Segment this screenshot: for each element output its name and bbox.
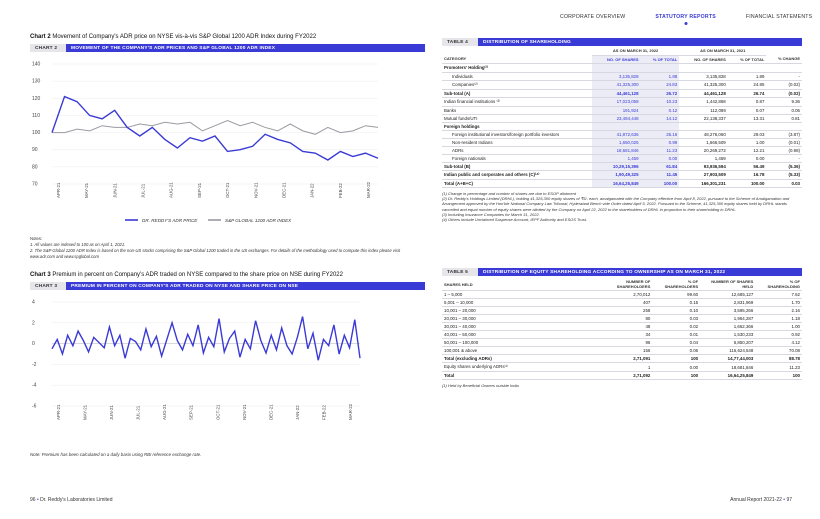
x-tick-label: JUL-21 <box>140 183 146 198</box>
table-cell: Sub-total (A) <box>442 89 592 97</box>
table-cell: 166,301,231 <box>679 179 728 187</box>
table-row <box>442 130 802 138</box>
y-tick-label: 90 <box>32 147 38 154</box>
table-cell: 24.85 <box>728 80 767 89</box>
table-cell: 11.45 <box>641 170 680 179</box>
table-cell: 1,442,868 <box>679 97 728 106</box>
y-tick-label: 0 <box>32 341 35 348</box>
table-cell: 0.00 <box>728 154 767 162</box>
y-tick-label: 100 <box>32 130 41 137</box>
table-cell: 0.06 <box>652 347 700 355</box>
table-row <box>442 299 802 307</box>
table-cell: 0.00 <box>652 363 700 372</box>
table-cell: 116,624,548 <box>700 347 755 355</box>
table-row <box>442 138 802 146</box>
table-cell: 40,001 – 50,000 <box>442 331 592 339</box>
table-cell <box>679 63 728 72</box>
table5 <box>442 278 802 388</box>
x-tick-label: JUN-21 <box>112 183 118 198</box>
t5-h-num-shareholders: NUMBER OF SHAREHOLDERS <box>592 278 652 291</box>
table-cell: (0.01) <box>766 138 802 146</box>
table-cell <box>679 122 728 130</box>
table-cell <box>641 63 680 72</box>
x-tick-label: APR-21 <box>56 404 61 420</box>
chart2-band <box>30 44 425 52</box>
chart3-title-text: Premium in percent on Company's ADR traded on NYSE compared to the share price on NSE during FY2022 <box>52 272 343 278</box>
table-cell: 61.84 <box>641 162 680 170</box>
t4-group2: AS ON MARCH 31, 2021 <box>679 47 766 55</box>
table5-label: TABLE 5 <box>442 268 478 276</box>
y-tick-label: 130 <box>32 78 41 85</box>
y-tick-label: 120 <box>32 95 41 102</box>
table-cell: 3,135,828 <box>679 72 728 80</box>
table-cell: - <box>766 72 802 80</box>
t5-h-num-shares: NUMBER OF SHARES HELD <box>700 278 755 291</box>
table-cell: 1 <box>592 363 652 372</box>
table-cell: 3,135,828 <box>592 72 641 80</box>
table-cell: 10,29,15,396 <box>592 162 641 170</box>
note-1: 1. All values are indexed to 100 as on April 1, 2021. <box>30 241 126 247</box>
x-tick-label: FEB-22 <box>321 405 327 420</box>
table-cell: 3,595,266 <box>700 307 755 315</box>
note-2: 2. The S&P Global 1200 ADR Index is based on the non-US stocks comprising the S&P Global 1200 traded in the US exchanges. For details of the methodology used to compute this index please visit www.adr.com and www.spglobal.com <box>30 247 401 259</box>
table-cell: 26.74 <box>728 89 767 97</box>
table-cell: Total <box>442 372 592 380</box>
y-tick-label: 110 <box>32 112 40 119</box>
x-tick-label: APR-21 <box>56 182 61 198</box>
table-row <box>442 170 802 179</box>
table-cell: 100 <box>652 355 700 363</box>
t4-h-category: CATEGORY <box>442 55 592 63</box>
table-cell: - <box>766 154 802 162</box>
table-cell <box>766 63 802 72</box>
table-cell: 13.31 <box>728 114 767 122</box>
table-cell: 5,001 – 10,000 <box>442 299 592 307</box>
table-cell: Indian financial institutions ⁽³⁾ <box>442 97 592 106</box>
table-row <box>442 363 802 372</box>
chart2-label: CHART 2 <box>30 44 66 52</box>
table-cell: 0.81 <box>766 114 802 122</box>
table4 <box>442 47 802 223</box>
table-cell: 258 <box>592 307 652 315</box>
table5-band <box>442 268 802 276</box>
table-cell: 20,269,272 <box>679 146 728 154</box>
table-cell: 11.23 <box>755 363 802 372</box>
chart3-band <box>30 282 425 290</box>
table-cell: 12,685,127 <box>700 291 755 299</box>
top-nav <box>560 14 812 20</box>
table-cell: Foreign holdings <box>442 122 592 130</box>
chart2-title <box>30 34 316 40</box>
table-cell: 12.21 <box>728 146 767 154</box>
table-cell: 0.05 <box>766 106 802 114</box>
table-cell: 100.00 <box>728 179 767 187</box>
x-tick-label: AUG-21 <box>162 404 168 420</box>
table4-note: (1) Change in percentage and number of shares are due to ESOP allotment <box>442 190 576 196</box>
y-tick-label: -6 <box>32 403 37 410</box>
t4-h-no-shares-2021: NO. OF SHARES <box>679 55 728 63</box>
chart2-svg <box>30 56 425 228</box>
x-tick-label: JUN-21 <box>109 405 115 420</box>
table-cell: 0.07 <box>728 106 767 114</box>
table-cell: (3.87) <box>766 130 802 138</box>
table-cell: Foreign institutional investors/foreign portfolio investors <box>442 130 592 138</box>
table-cell: 1 – 5,000 <box>442 291 592 299</box>
table-cell: 50,001 – 100,000 <box>442 339 592 347</box>
table-cell: 70.08 <box>755 347 802 355</box>
table-cell: 0.01 <box>652 331 700 339</box>
table-cell: 156 <box>592 347 652 355</box>
x-tick-label: SEP-21 <box>188 404 194 420</box>
table-cell: 20,001 – 30,000 <box>442 315 592 323</box>
y-tick-label: 4 <box>32 299 35 306</box>
table-row <box>442 154 802 162</box>
table4-note: (3) Including Insurance Companies for March 31, 2022. <box>442 212 540 218</box>
table-cell <box>592 63 641 72</box>
table-cell: (0.02) <box>766 89 802 97</box>
table-row <box>442 347 802 355</box>
x-tick-label: JUL-21 <box>135 405 141 420</box>
t5-h-pct-shareholders: % OF SHAREHOLDERS <box>652 278 700 291</box>
table-row <box>442 339 802 347</box>
notes-title: Notes: <box>30 236 43 241</box>
chart3-label: CHART 3 <box>30 282 66 290</box>
table-cell: Equity shares underlying ADRs⁽¹⁾ <box>442 363 592 372</box>
table-cell: 1.88 <box>641 72 680 80</box>
table-cell: 1,964,287 <box>700 315 755 323</box>
footer-right-page: 97 <box>786 497 792 503</box>
x-tick-label: NOV-21 <box>241 404 247 420</box>
table-cell: 100,001 & above <box>442 347 592 355</box>
table-cell: 10.23 <box>641 97 680 106</box>
table-cell: 44,461,128 <box>679 89 728 97</box>
series-line <box>52 121 378 135</box>
table-row <box>442 372 802 380</box>
table-row <box>442 315 802 323</box>
table5-band-text: DISTRIBUTION OF EQUITY SHAREHOLDING ACCORDING TO OWNERSHIP AS ON MARCH 31, 2022 <box>478 268 802 276</box>
t4-h-pct: % OF TOTAL <box>641 55 680 63</box>
table-row <box>442 122 802 130</box>
table-cell: Total (A+B+C) <box>442 179 592 187</box>
table-row <box>442 307 802 315</box>
table-cell <box>728 122 767 130</box>
table4-band-text: DISTRIBUTION OF SHAREHOLDING <box>478 38 802 46</box>
footer-right-text: Annual Report 2021-22 <box>730 497 782 503</box>
x-tick-label: MAR-22 <box>366 181 371 198</box>
table-row <box>442 106 802 114</box>
table-cell: Indian public and corporates and others (C)⁽⁴⁾ <box>442 170 592 179</box>
table-row <box>442 80 802 89</box>
x-tick-label: SEP-21 <box>196 182 202 198</box>
table5-note: (1) Held by Beneficial Owners outside India <box>442 383 519 388</box>
table-row <box>442 179 802 187</box>
table-row <box>442 89 802 97</box>
table-cell: (0.02) <box>766 80 802 89</box>
table-row <box>442 97 802 106</box>
table-row <box>442 146 802 154</box>
table4-notes <box>442 191 802 223</box>
x-tick-label: MAY-21 <box>84 182 90 198</box>
table-cell: 0.99 <box>641 138 680 146</box>
x-tick-label: JAN-22 <box>294 405 300 420</box>
chart2-title-bold: Chart 2 <box>30 34 51 40</box>
table-cell: 1.00 <box>728 138 767 146</box>
table-cell: 22,138,337 <box>679 114 728 122</box>
table-cell: 34 <box>592 331 652 339</box>
table-cell: 2,71,091 <box>592 355 652 363</box>
table-cell: 0.10 <box>652 307 700 315</box>
table-cell: 0.87 <box>728 97 767 106</box>
table-cell: 16,64,25,849 <box>700 372 755 380</box>
table-cell: 2.16 <box>755 307 802 315</box>
table-cell: 56.49 <box>728 162 767 170</box>
y-tick-label: -2 <box>32 361 37 368</box>
table-cell: 14,77,44,003 <box>700 355 755 363</box>
y-tick-label: 140 <box>32 61 41 68</box>
table-cell <box>592 122 641 130</box>
x-tick-label: DEC-21 <box>268 404 274 420</box>
footer-left: 96 • Dr. Reddy's Laboratories Limited <box>30 497 113 503</box>
table-cell: 2,831,969 <box>700 299 755 307</box>
x-tick-label: MAR-22 <box>348 403 353 420</box>
table-cell: Total (excluding ADRs) <box>442 355 592 363</box>
table-cell: 10,001 – 20,000 <box>442 307 592 315</box>
table-cell: 100 <box>755 372 802 380</box>
table-cell: 24.83 <box>641 80 680 89</box>
table-cell: 41,872,636 <box>592 130 641 138</box>
chart3-svg <box>30 294 425 442</box>
x-tick-label: JAN-22 <box>309 183 315 198</box>
table-cell <box>766 122 802 130</box>
table-cell: (5.36) <box>766 162 802 170</box>
table-cell: 7.62 <box>755 291 802 299</box>
table-cell: 1.18 <box>755 315 802 323</box>
table-cell: Individuals <box>442 72 592 80</box>
table-cell: 23,494,448 <box>592 114 641 122</box>
table-cell: 100 <box>652 372 700 380</box>
chart3-note: Note: Premium has been calculated on a daily basis using RBI reference exchange rate. <box>30 452 202 457</box>
table-cell: 88.78 <box>755 355 802 363</box>
table-cell: 80 <box>592 315 652 323</box>
table-cell: 9.36 <box>766 97 802 106</box>
t5-h-pct-shareholding: % OF SHAREHOLDING <box>755 278 802 291</box>
table-cell: 0.02 <box>652 323 700 331</box>
table-cell: 2,70,012 <box>592 291 652 299</box>
y-tick-label: 2 <box>32 320 35 327</box>
table-cell: Banks <box>442 106 592 114</box>
table-cell: 1.00 <box>755 323 802 331</box>
table-cell: 44,461,128 <box>592 89 641 97</box>
table-cell: 4.12 <box>755 339 802 347</box>
table4-note: (2) Dr. Reddy's Holdings Limited (DRHL), holding 41,325,300 equity shares of ₹5/- each, amalgamated with the Company effective from April 8, 2022, pursuant to the Scheme of Amalgamation and Arrangement approved by the Hon'ble National Company Law Tribunal, Hyderabad Bench vide Order dated April 5, 2022. Pursuant to the Scheme, 41,325,300 equity shares held by DRHL stands cancelled and equal number of equity shares were allotted by the Company on April 22, 2022 to the shareholders of DRHL in proportion to their shareholding in DRHL. <box>442 195 790 212</box>
table-cell: 1.70 <box>755 299 802 307</box>
x-tick-label: MAY-21 <box>82 404 88 420</box>
y-tick-label: 70 <box>32 181 38 188</box>
table-row <box>442 114 802 122</box>
chart3-title <box>30 272 343 278</box>
table-cell: Mutual funds/UTI <box>442 114 592 122</box>
table-cell: 16,64,25,849 <box>592 179 641 187</box>
t5-h-shares-held: SHARES HELD <box>442 278 592 291</box>
x-tick-label: OCT-21 <box>225 182 231 198</box>
table-cell: 18,681,846 <box>592 146 641 154</box>
nav-financial-statements[interactable]: FINANCIAL STATEMENTS <box>745 14 813 20</box>
footer-left-page: 96 <box>30 497 36 503</box>
table-cell: 0.03 <box>766 179 802 187</box>
chart2-band-text: MOVEMENT OF THE COMPANY'S ADR PRICES AND S&P GLOBAL 1200 ADR INDEX <box>66 44 425 52</box>
table-cell: 1,666,509 <box>679 138 728 146</box>
footer-right: Annual Report 2021-22 • 97 <box>730 497 792 503</box>
table-cell: 48 <box>592 323 652 331</box>
table-cell: 27,903,509 <box>679 170 728 179</box>
y-tick-label: 80 <box>32 164 38 171</box>
table-row <box>442 162 802 170</box>
x-tick-label: OCT-21 <box>215 404 221 420</box>
table-cell: 0.92 <box>755 331 802 339</box>
table-cell: 16.78 <box>728 170 767 179</box>
table-cell: Sub-total (B) <box>442 162 592 170</box>
table-cell: 93,936,594 <box>679 162 728 170</box>
table-cell: 112,089 <box>679 106 728 114</box>
t4-h-change: % CHANGE <box>766 55 802 63</box>
table-cell: 25.16 <box>641 130 680 138</box>
table-cell: 0.15 <box>652 299 700 307</box>
table-cell: 1,90,49,325 <box>592 170 641 179</box>
series-line <box>52 317 360 361</box>
table-cell: 407 <box>592 299 652 307</box>
table-cell: 0.12 <box>641 106 680 114</box>
table-cell: 1,459 <box>592 154 641 162</box>
table-cell: 2,71,092 <box>592 372 652 380</box>
table-cell: 1,662,366 <box>700 323 755 331</box>
t4-h-pct-2021: % OF TOTAL <box>728 55 767 63</box>
x-tick-label: FEB-22 <box>337 183 343 198</box>
table-cell: 1,459 <box>679 154 728 162</box>
table-row <box>442 291 802 299</box>
table-row <box>442 63 802 72</box>
legend-adr: DR. REDDY'S ADR PRICE <box>142 218 198 223</box>
table-cell: 1.89 <box>728 72 767 80</box>
table-cell: 99.60 <box>652 291 700 299</box>
table-cell: Non-resident Indians <box>442 138 592 146</box>
table-cell: 1,650,025 <box>592 138 641 146</box>
table-row <box>442 72 802 80</box>
legend-index: S&P GLOBAL 1200 ADR INDEX <box>225 218 292 223</box>
footer-left-text: Dr. Reddy's Laboratories Limited <box>40 497 113 503</box>
chart2-title-text: Movement of Company's ADR price on NYSE vis-à-vis S&P Global 1200 ADR Index during FY2022 <box>52 34 317 40</box>
table-cell: 11.23 <box>641 146 680 154</box>
table-row <box>442 355 802 363</box>
table-cell: 18,681,846 <box>700 363 755 372</box>
table-cell: 26.72 <box>641 89 680 97</box>
table-cell: Companies⁽²⁾ <box>442 80 592 89</box>
table-cell: 17,023,058 <box>592 97 641 106</box>
table-cell: 1,530,233 <box>700 331 755 339</box>
table-cell: ADRs <box>442 146 592 154</box>
table4-band <box>442 38 802 46</box>
x-tick-label: DEC-21 <box>281 182 287 198</box>
table-cell: 41,325,300 <box>679 80 728 89</box>
nav-statutory-reports[interactable]: STATUTORY REPORTS <box>655 14 716 20</box>
table-cell <box>728 63 767 72</box>
chart3-band-text: PREMIUM IN PERCENT ON COMPANY'S ADR TRADED ON NYSE AND SHARE PRICE ON NSE <box>66 282 425 290</box>
table-cell: 100.00 <box>641 179 680 187</box>
chart3-title-bold: Chart 3 <box>30 272 51 278</box>
table-cell <box>641 122 680 130</box>
t4-h-no-shares: NO. OF SHARES <box>592 55 641 63</box>
chart2-notes <box>30 236 425 260</box>
table-cell: 41,325,300 <box>592 80 641 89</box>
table-cell: 0.00 <box>641 154 680 162</box>
table-cell: 191,924 <box>592 106 641 114</box>
table-cell: Foreign nationals <box>442 154 592 162</box>
x-tick-label: AUG-21 <box>168 182 174 198</box>
table-cell: 29.03 <box>728 130 767 138</box>
nav-corporate-overview[interactable]: CORPORATE OVERVIEW <box>560 14 626 20</box>
table4-label: TABLE 4 <box>442 38 478 46</box>
table-cell: 0.03 <box>652 315 700 323</box>
table-row <box>442 331 802 339</box>
table-cell: 30,001 – 40,000 <box>442 323 592 331</box>
table-cell: 14.12 <box>641 114 680 122</box>
table-cell: Promoters' Holding⁽¹⁾ <box>442 63 592 72</box>
x-tick-label: NOV-21 <box>253 182 259 198</box>
table-cell: 0.04 <box>652 339 700 347</box>
table-cell: (5.33) <box>766 170 802 179</box>
table-cell: 96 <box>592 339 652 347</box>
table4-note: (4) Others include Unclaimed Suspense Account, IEPF Authority and ESOS Trust. <box>442 217 587 223</box>
table-cell: (0.98) <box>766 146 802 154</box>
t4-group1: AS ON MARCH 31, 2022 <box>592 47 679 55</box>
table-cell: 6,850,207 <box>700 339 755 347</box>
y-tick-label: -4 <box>32 382 37 389</box>
table-row <box>442 323 802 331</box>
table-cell: 48,276,060 <box>679 130 728 138</box>
